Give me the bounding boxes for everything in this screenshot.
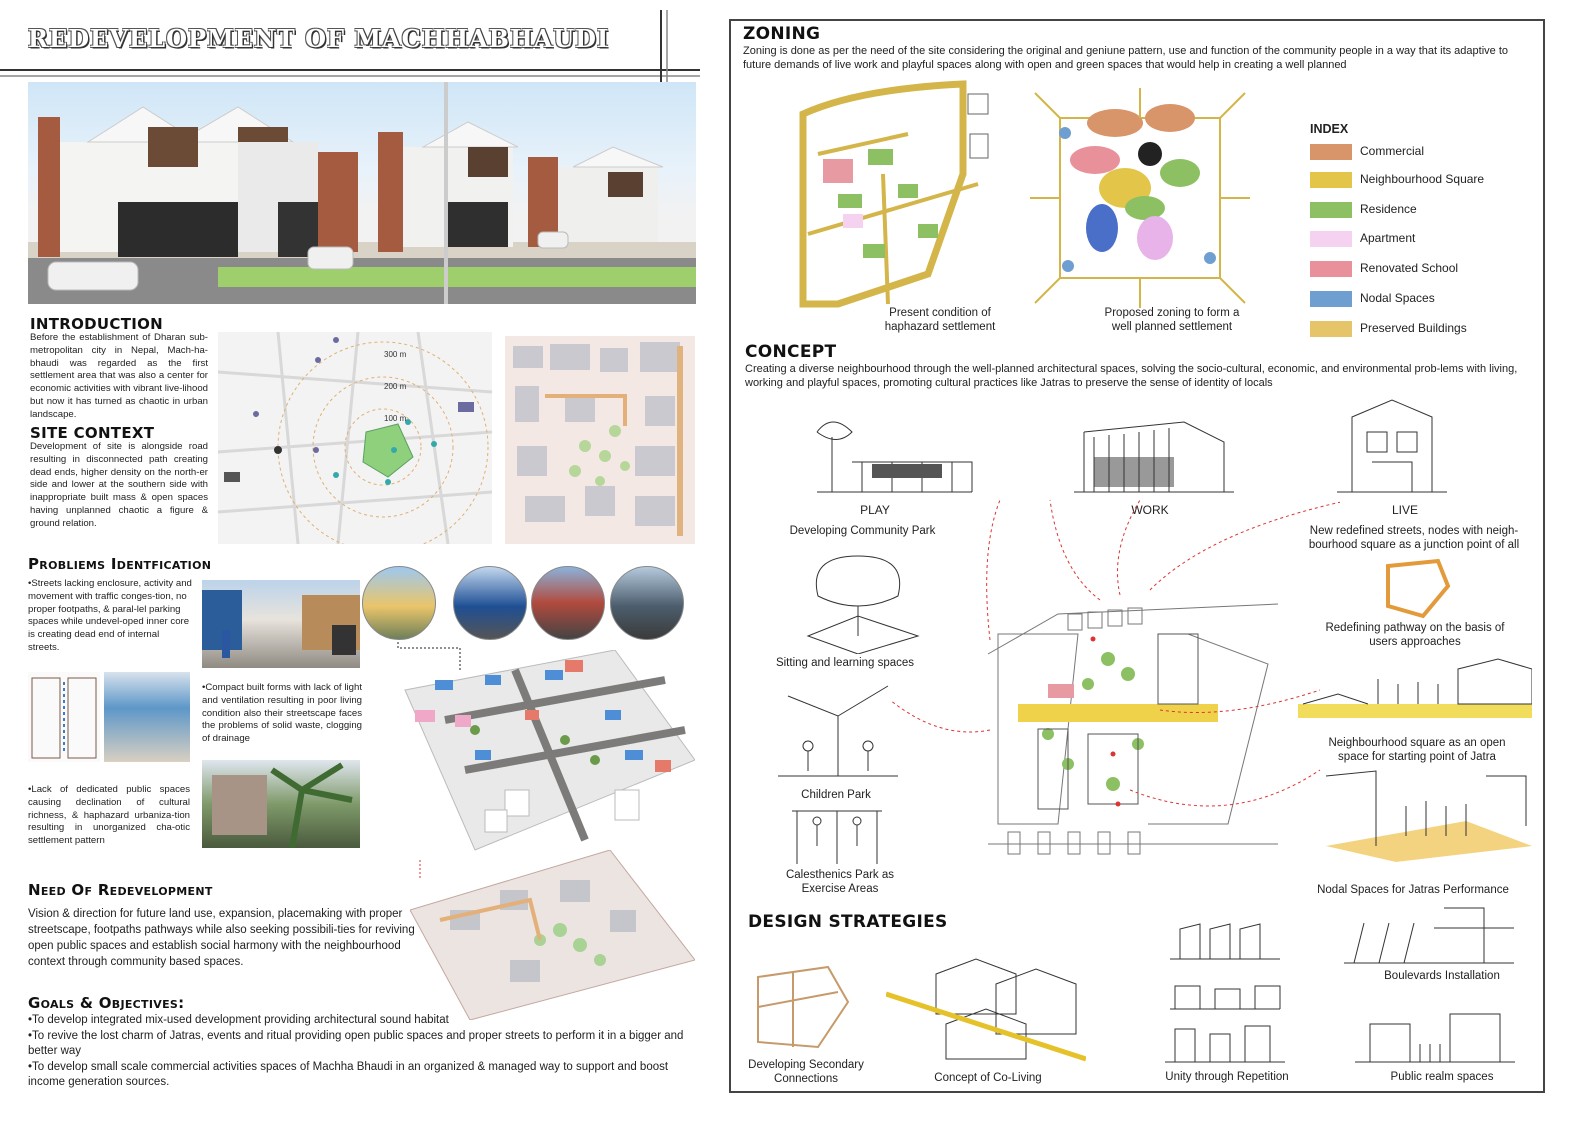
legend-item-commercial — [1310, 142, 1550, 164]
nodal-caption: Nodal Spaces for Jatras Performance — [1317, 884, 1509, 896]
problems-heading: Probliems Identfication — [28, 555, 212, 573]
problem-street-graphic — [202, 580, 360, 668]
zoning-present-graphic — [778, 74, 996, 320]
work-sketch-graphic — [1064, 402, 1242, 498]
problem-circle-photo-4 — [610, 566, 684, 640]
problem-banana-graphic — [202, 760, 360, 848]
hero-rendering — [28, 82, 696, 304]
goal-item-1: •To develop integrated mix-used development providing architectural sound habitat — [28, 1014, 449, 1026]
figure-ground-map — [505, 336, 695, 544]
problem-building-photo — [104, 672, 190, 762]
site-context-map — [218, 332, 492, 544]
work-sketch — [1064, 402, 1242, 498]
zoning-proposed-sketch — [1030, 88, 1250, 308]
live-sketch — [1332, 392, 1450, 500]
zoning-index — [1310, 122, 1550, 342]
introduction-text: Before the establishment of Dharan sub-metropolitan city in Nepal, Mach-ha-bhaudi was regarded as the first settlement area that was also a center for economic activities with vibrant live-lihood but now it has turned as chaotic in urban landscape. — [30, 332, 208, 420]
calisthenics-caption: Calesthenics Park as Exercise Areas — [785, 869, 895, 895]
boulevards-sketch — [1334, 898, 1520, 968]
live-sketch-graphic — [1332, 392, 1450, 500]
zoning-present-sketch — [778, 74, 996, 320]
map-ring-300: 300 m — [384, 350, 407, 359]
live-label: LIVE — [1391, 503, 1418, 517]
zoning-present-caption: Present condition of haphazard settlement — [884, 307, 996, 333]
need-heading: Need Of Redevelopment — [28, 881, 213, 899]
legend-item-renovated-school — [1310, 259, 1550, 281]
concept-connector-arrows — [880, 490, 1340, 830]
pathway-graphic — [1378, 556, 1458, 622]
legend-swatch-commercial — [1310, 144, 1352, 160]
play-label: PLAY — [860, 503, 890, 517]
coliving-graphic — [886, 954, 1086, 1066]
problems-text-3: •Lack of dedicated public spaces causing declination of cultural richness, & haphazard urbaniza-tion resulting in unorganized cha-otic settlement pattern — [28, 784, 190, 847]
zoning-proposed-graphic — [1030, 88, 1250, 308]
play-sketch — [812, 402, 977, 502]
new-streets-caption: New redefined streets, nodes with neigh-bourhood square as a junction point of all — [1308, 525, 1520, 551]
public-realm-sketch — [1350, 1004, 1520, 1068]
legend-swatch-neighbourhood-square — [1310, 172, 1352, 188]
pathway-caption: Redefining pathway on the basis of users approaches — [1325, 622, 1505, 648]
legend-item-nodal-spaces — [1310, 289, 1550, 311]
goal-item-3: •To develop small scale commercial activities spaces of Machha Bhaudi in an organized & managed way to support and boost income generation sources. — [28, 1060, 669, 1088]
pathway-sketch — [1378, 556, 1458, 622]
problems-text-2: •Compact built forms with lack of light and ventilation resulting in poor living condition also their streetscape faces the problems of solid waste, clogging of drainage — [202, 682, 362, 745]
legend-item-neighbourhood-square — [1310, 170, 1550, 192]
work-label: WORK — [1131, 503, 1169, 517]
nodal-graphic — [1316, 766, 1532, 862]
hero-rendering-graphic — [28, 82, 696, 304]
coliving-sketch — [886, 954, 1086, 1066]
legend-item-residence — [1310, 200, 1550, 222]
zoning-heading: ZONING — [743, 24, 821, 44]
problem-connector-lines — [360, 640, 520, 880]
goals-list — [28, 1013, 698, 1091]
nodal-sketch — [1316, 766, 1532, 862]
problem-circle-photo-2 — [453, 566, 527, 640]
legend-swatch-residence — [1310, 202, 1352, 218]
legend-item-apartment — [1310, 229, 1550, 251]
zoning-text: Zoning is done as per the need of the site considering the original and geniune pattern, use and function of the community people in a way that its adaptive to future demands of live work and playful spaces along with open and green spaces that would help in creating a well planned — [743, 45, 1508, 71]
coliving-caption: Concept of Co-Living — [934, 1072, 1042, 1084]
legend-label-preserved-buildings: Preserved Buildings — [1360, 321, 1467, 335]
boulevards-caption: Boulevards Installation — [1384, 970, 1500, 982]
legend-label-nodal-spaces: Nodal Spaces — [1360, 291, 1435, 305]
zoning-proposed-caption: Proposed zoning to form a well planned settlement — [1104, 307, 1240, 333]
site-context-map-graphic — [218, 332, 492, 544]
problems-text-1: •Streets lacking enclosure, activity and movement with traffic conges-tion, no proper footpaths, & paral-lel parking spaces while undevel-oped inner core is creating dead end of internal streets. — [28, 578, 192, 653]
problem-dead-end-sketch — [28, 672, 100, 762]
site-context-heading: SITE CONTEXT — [30, 424, 155, 442]
page-title: REDEVELOPMENT OF MACHHABHAUDI — [28, 24, 610, 53]
square-caption: Neighbourhood square as an open space for starting point of Jatra — [1328, 737, 1506, 763]
problem-banana-photo — [202, 760, 360, 848]
zoning-index-heading: INDEX — [1310, 122, 1349, 136]
secondary-connections-graphic — [748, 962, 860, 1054]
legend-swatch-apartment — [1310, 231, 1352, 247]
secondary-connections-sketch — [748, 962, 860, 1054]
calisthenics-sketch — [782, 806, 894, 866]
problem-street-photo — [202, 580, 360, 668]
play-sketch-graphic — [812, 402, 977, 502]
legend-swatch-nodal-spaces — [1310, 291, 1352, 307]
legend-label-neighbourhood-square: Neighbourhood Square — [1360, 172, 1485, 186]
figure-ground-map-graphic — [505, 336, 695, 544]
problem-dead-end-graphic — [28, 672, 100, 762]
legend-swatch-preserved-buildings — [1310, 321, 1352, 337]
boulevards-graphic — [1334, 898, 1520, 968]
concept-heading: CONCEPT — [745, 342, 837, 362]
need-text: Vision & direction for future land use, expansion, placemaking with proper streetscape, footpaths pathways while also seeking possibili-ties for reviving open public spaces and establish social harmony with the neighbourhood context through community based spaces. — [28, 908, 415, 968]
unity-caption: Unity through Repetition — [1165, 1071, 1289, 1083]
legend-swatch-renovated-school — [1310, 261, 1352, 277]
secondary-connections-caption: Developing Secondary Connections — [748, 1059, 864, 1085]
children-park-caption: Children Park — [801, 789, 871, 801]
map-ring-200: 200 m — [384, 382, 407, 391]
unity-graphic — [1160, 914, 1290, 1070]
introduction-heading: INTRODUCTION — [30, 315, 164, 333]
legend-label-commercial: Commercial — [1360, 144, 1425, 158]
goal-item-2: •To revive the lost charm of Jatras, events and ritual providing open public spaces and proper streets to perform it in a bigger and better way — [28, 1029, 684, 1057]
community-park-caption: Developing Community Park — [789, 525, 936, 537]
title-banner — [0, 10, 700, 90]
goals-heading: Goals & Objectives: — [28, 994, 185, 1012]
concept-text: Creating a diverse neighbourhood through the well-planned architectural spaces, solving the socio-cultural, economic, and environmental prob-lems with living, working and playful spaces, promoting cultural practices like Jatras to preserve the sense of identity of locals — [745, 363, 1518, 389]
legend-item-preserved-buildings — [1310, 319, 1550, 341]
legend-label-residence: Residence — [1360, 202, 1417, 216]
map-ring-100: 100 m — [384, 414, 407, 423]
strategies-heading: DESIGN STRATEGIES — [748, 912, 948, 932]
legend-label-renovated-school: Renovated School — [1360, 261, 1459, 275]
public-realm-caption: Public realm spaces — [1390, 1071, 1494, 1083]
sitting-caption: Sitting and learning spaces — [775, 657, 915, 669]
problem-circle-photo-3 — [531, 566, 605, 640]
calisthenics-graphic — [782, 806, 894, 866]
problem-circle-photo-1 — [362, 566, 436, 640]
unity-sketch — [1160, 914, 1290, 1070]
public-realm-graphic — [1350, 1004, 1520, 1068]
site-context-text: Development of site is alongside road resulting in disconnected path creating dead ends, higher density on the north-er side and lower at the southern side with inappropriate built mass & open spaces having unplanned chaotic a figure & ground relation. — [30, 441, 208, 529]
legend-label-apartment: Apartment — [1360, 231, 1416, 245]
